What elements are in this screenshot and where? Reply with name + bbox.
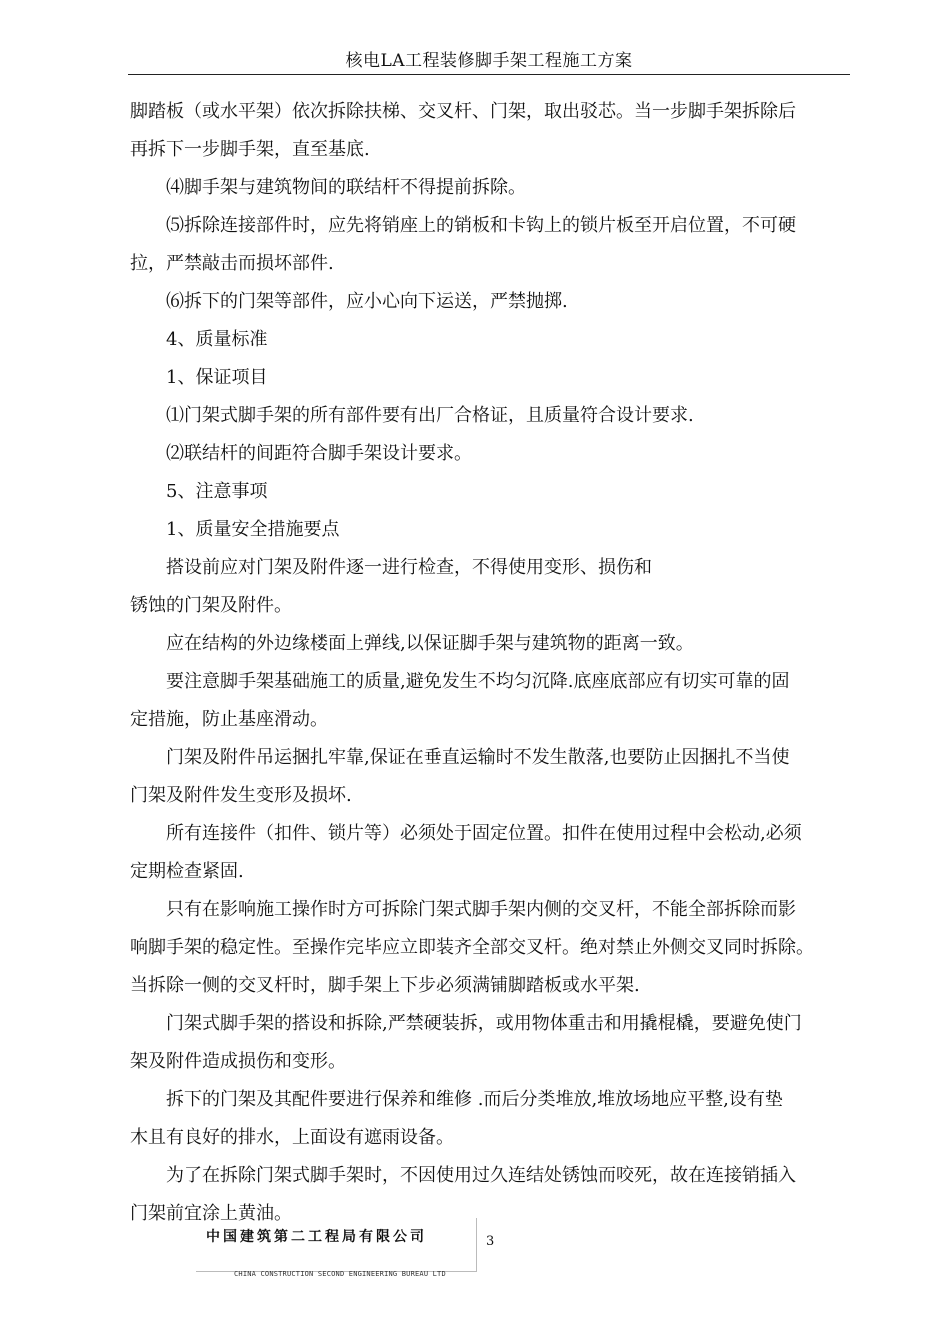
body-line: 定期检查紧固. [130, 861, 244, 882]
body-line: ⑸拆除连接部件时，应先将销座上的销板和卡钩上的锁片板至开启位置，不可硬 [166, 215, 796, 236]
body-line: 脚踏板（或水平架）依次拆除扶梯、交叉杆、门架，取出驳芯。当一步脚手架拆除后 [130, 101, 796, 122]
body-line: ⑷脚手架与建筑物间的联结杆不得提前拆除。 [166, 177, 526, 198]
body-line: 所有连接件（扣件、锁片等）必须处于固定位置。扣件在使用过程中会松动,必须 [166, 823, 802, 844]
body-line: 搭设前应对门架及附件逐一进行检查，不得使用变形、损伤和 [166, 557, 652, 578]
body-line: 门架前宜涂上黄油。 [130, 1203, 292, 1224]
body-line: 架及附件造成损伤和变形。 [130, 1051, 346, 1072]
body-line: 门架式脚手架的搭设和拆除,严禁硬装拆，或用物体重击和用撬棍橇，要避免使门 [166, 1013, 802, 1034]
body-line: 定措施，防止基座滑动。 [130, 709, 328, 730]
body-line: 当拆除一侧的交叉杆时，脚手架上下步必须满铺脚踏板或水平架. [130, 975, 640, 996]
page-number: 3 [486, 1234, 495, 1249]
section-heading: 5、注意事项 [166, 481, 268, 502]
body-line: 木且有良好的排水，上面设有遮雨设备。 [130, 1127, 454, 1148]
body-line: 门架及附件吊运捆扎牢靠,保证在垂直运输时不发生散落,也要防止因捆扎不当使 [166, 747, 790, 768]
company-name-en: CHINA CONSTRUCTION SECOND ENGINEERING BUREAU LTD [234, 1270, 446, 1278]
body-line: ⑹拆下的门架等部件，应小心向下运送，严禁抛掷. [166, 291, 568, 312]
body-line: 拆下的门架及其配件要进行保养和维修 .而后分类堆放,堆放场地应平整,设有垫 [166, 1089, 783, 1110]
page-header-title: 核电LA工程装修脚手架工程施工方案 [345, 51, 633, 71]
section-heading: 1、质量安全措施要点 [166, 519, 340, 540]
section-heading: 1、保证项目 [166, 367, 268, 388]
body-line: 再拆下一步脚手架，直至基底. [130, 139, 370, 160]
body-line: 锈蚀的门架及附件。 [130, 595, 292, 616]
body-line: 响脚手架的稳定性。至操作完毕应立即装齐全部交叉杆。绝对禁止外侧交叉同时拆除。 [130, 937, 814, 958]
body-line: 门架及附件发生变形及损坏. [130, 785, 352, 806]
body-line: 应在结构的外边缘楼面上弹线,以保证脚手架与建筑物的距离一致。 [166, 633, 694, 654]
body-line: 为了在拆除门架式脚手架时，不因使用过久连结处锈蚀而咬死，故在连接销插入 [166, 1165, 796, 1186]
body-line: 拉，严禁敲击而损坏部件. [130, 253, 334, 274]
section-heading: 4、质量标准 [166, 329, 268, 350]
body-line: ⑵联结杆的间距符合脚手架设计要求。 [166, 443, 472, 464]
body-line: 只有在影响施工操作时方可拆除门架式脚手架内侧的交叉杆，不能全部拆除而影 [166, 899, 796, 920]
header-rule [128, 74, 850, 75]
body-line: ⑴门架式脚手架的所有部件要有出厂合格证，且质量符合设计要求. [166, 405, 694, 426]
company-name-cn: 中国建筑第二工程局有限公司 [206, 1229, 427, 1245]
body-line: 要注意脚手架基础施工的质量,避免发生不均匀沉降.底座底部应有切实可靠的固 [166, 671, 790, 692]
